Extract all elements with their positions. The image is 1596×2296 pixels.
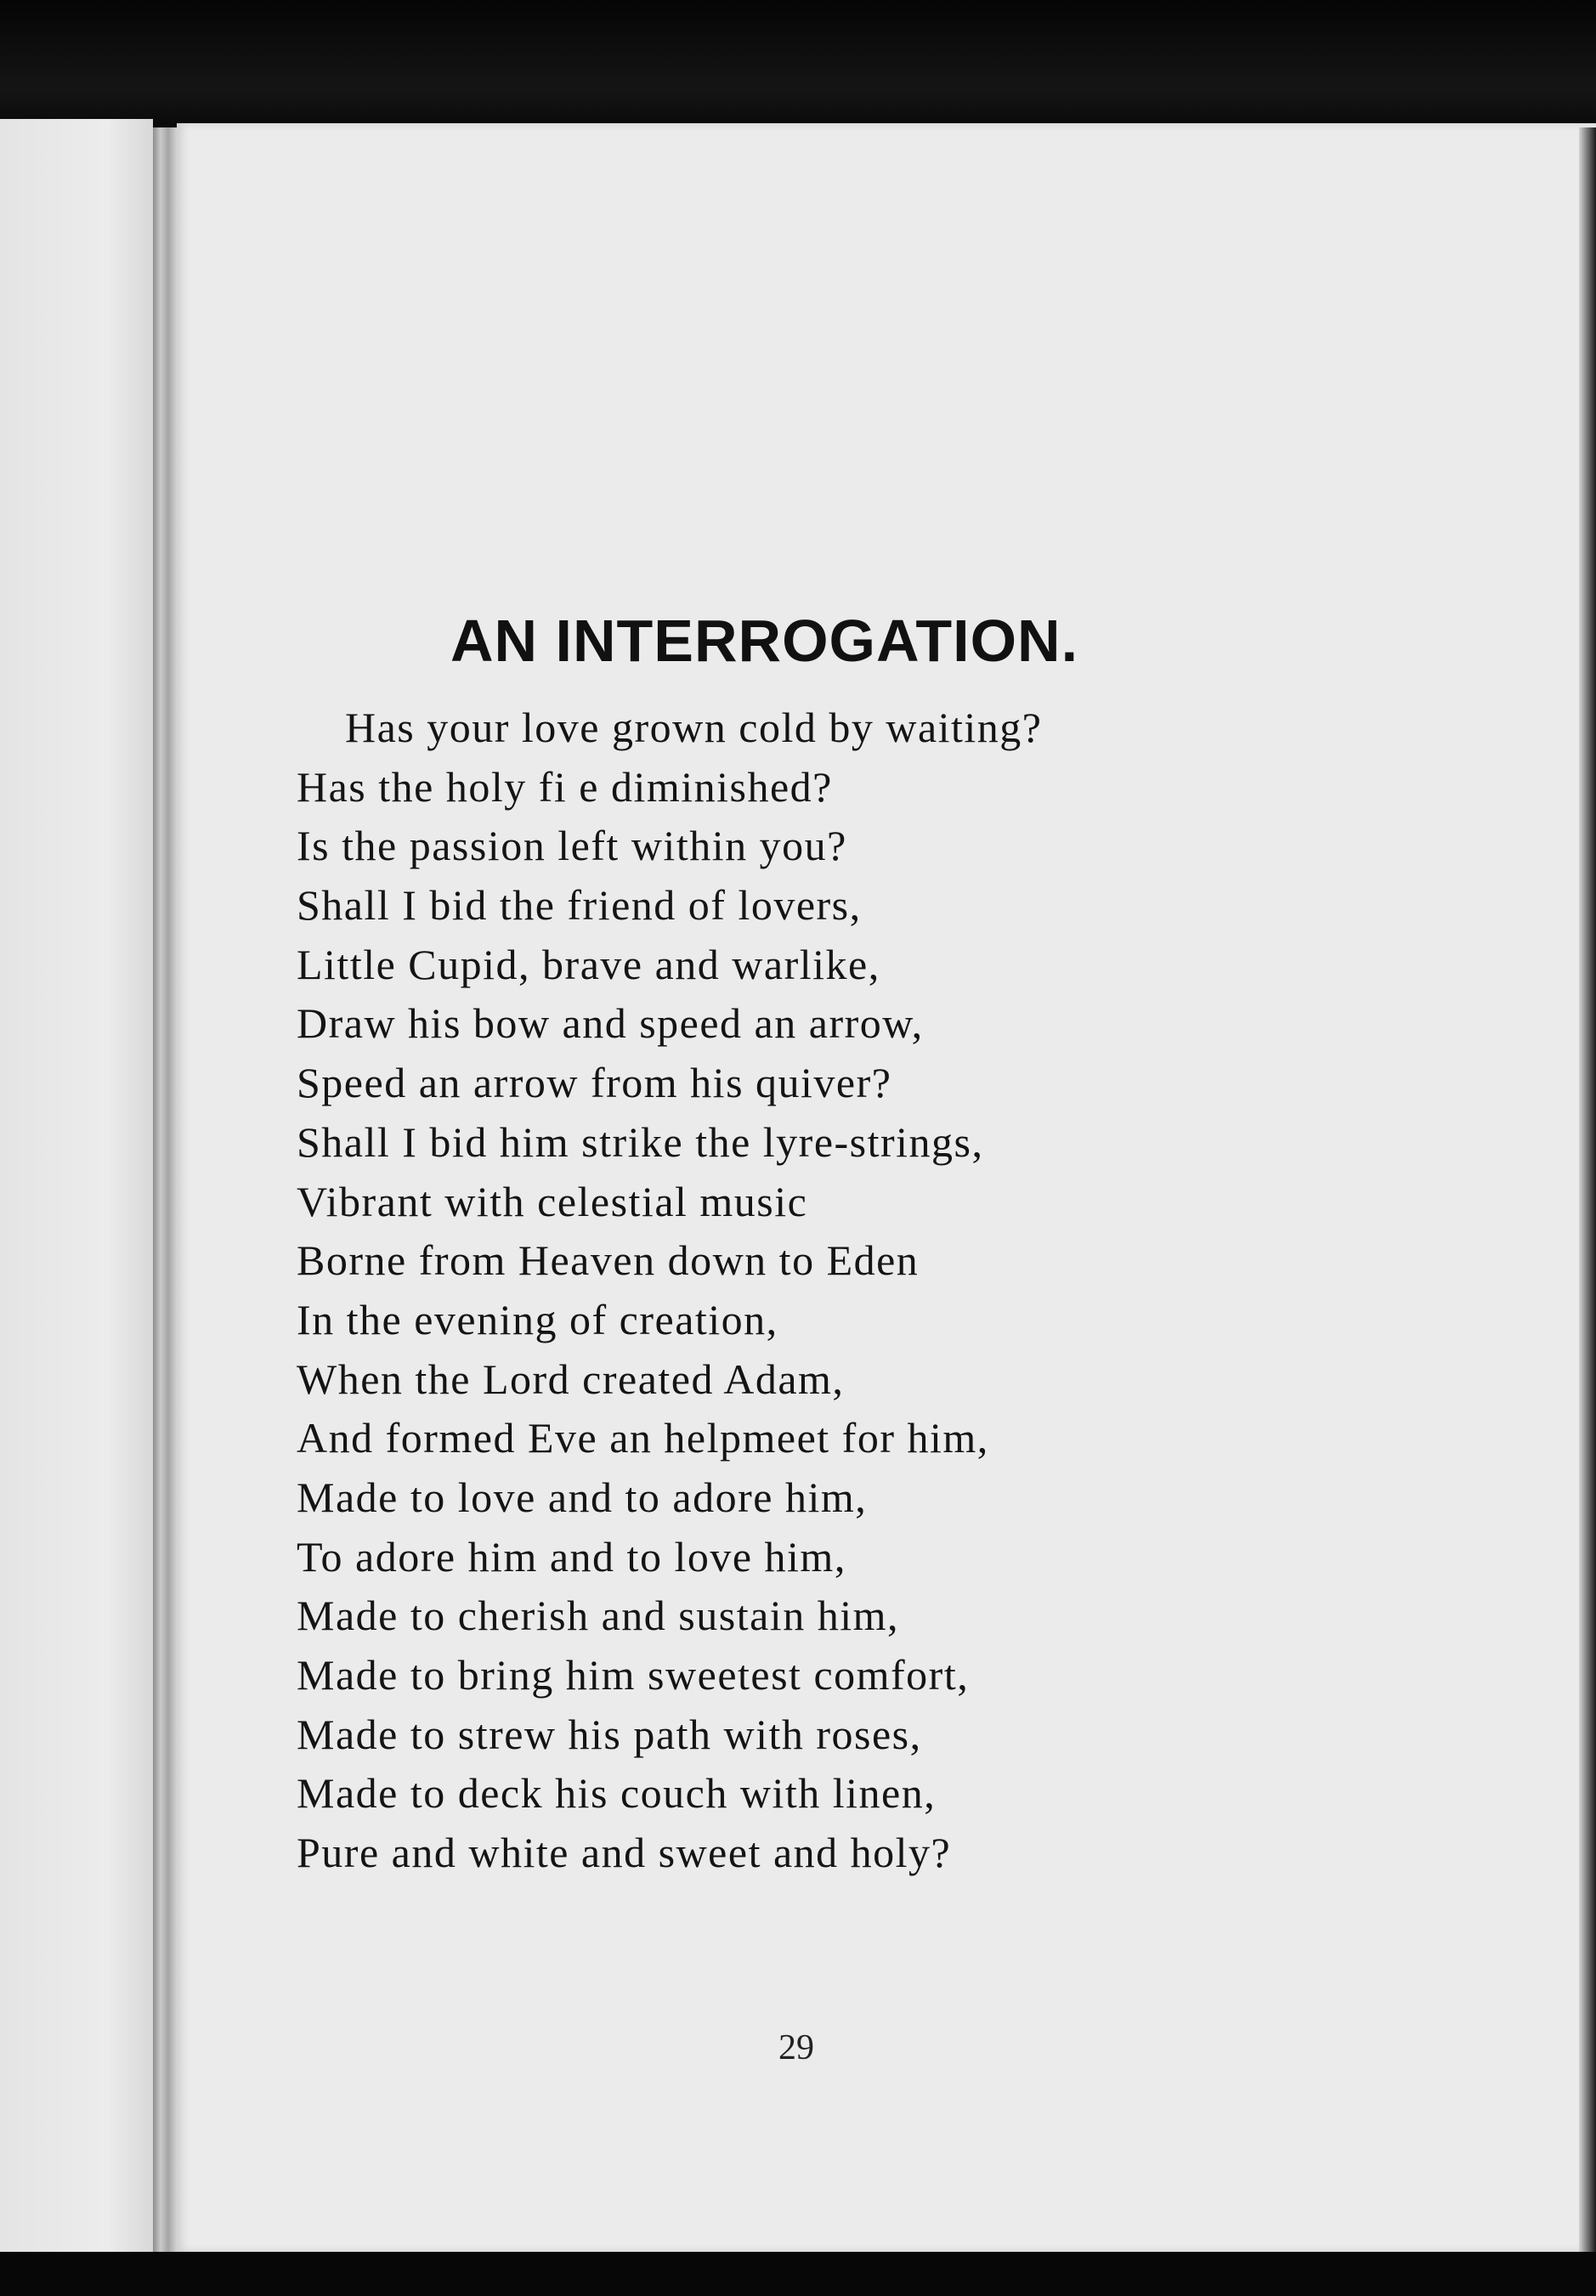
poem-line: Made to strew his path with roses,: [297, 1710, 922, 1758]
page-number: 29: [778, 2028, 814, 2067]
poem-line: Vibrant with celestial music: [297, 1177, 808, 1225]
poem-line: Made to deck his couch with linen,: [297, 1769, 937, 1818]
scan-border-top: [0, 0, 1596, 127]
poem-line: To adore him and to love him,: [297, 1532, 846, 1581]
poem-line: Made to cherish and sustain him,: [297, 1592, 899, 1640]
poem-line: In the evening of creation,: [297, 1295, 778, 1343]
scan-border-bottom: [0, 2252, 1596, 2296]
poem-line: Made to bring him sweetest comfort,: [297, 1651, 970, 1699]
poem-line: Draw his bow and speed an arrow,: [297, 999, 924, 1048]
poem-line: Is the passion left within you?: [297, 822, 847, 870]
poem-line: Made to love and to adore him,: [297, 1473, 868, 1521]
poem-line: Little Cupid, brave and warlike,: [297, 940, 880, 988]
poem-line: Borne from Heaven down to Eden: [297, 1236, 920, 1285]
poem-line: Speed an arrow from his quiver?: [297, 1059, 892, 1107]
poem-line: And formed Eve an helpmeet for him,: [297, 1414, 989, 1462]
poem-line: Shall I bid him strike the lyre-strings,: [297, 1117, 984, 1166]
poem-body: [297, 698, 1231, 1883]
poem-line: When the Lord created Adam,: [297, 1354, 845, 1403]
facing-page-edge: [0, 119, 153, 2260]
poem-line: Shall I bid the friend of lovers,: [297, 881, 862, 930]
poem-line: Pure and white and sweet and holy?: [297, 1829, 952, 1877]
poem-line: Has the holy fi e diminished?: [297, 762, 833, 811]
poem-title: AN INTERROGATION.: [450, 608, 1079, 674]
scan-border-right: [1579, 127, 1596, 2252]
book-gutter: [153, 127, 178, 2252]
poem-line: Has your love grown cold by waiting?: [345, 704, 1043, 751]
